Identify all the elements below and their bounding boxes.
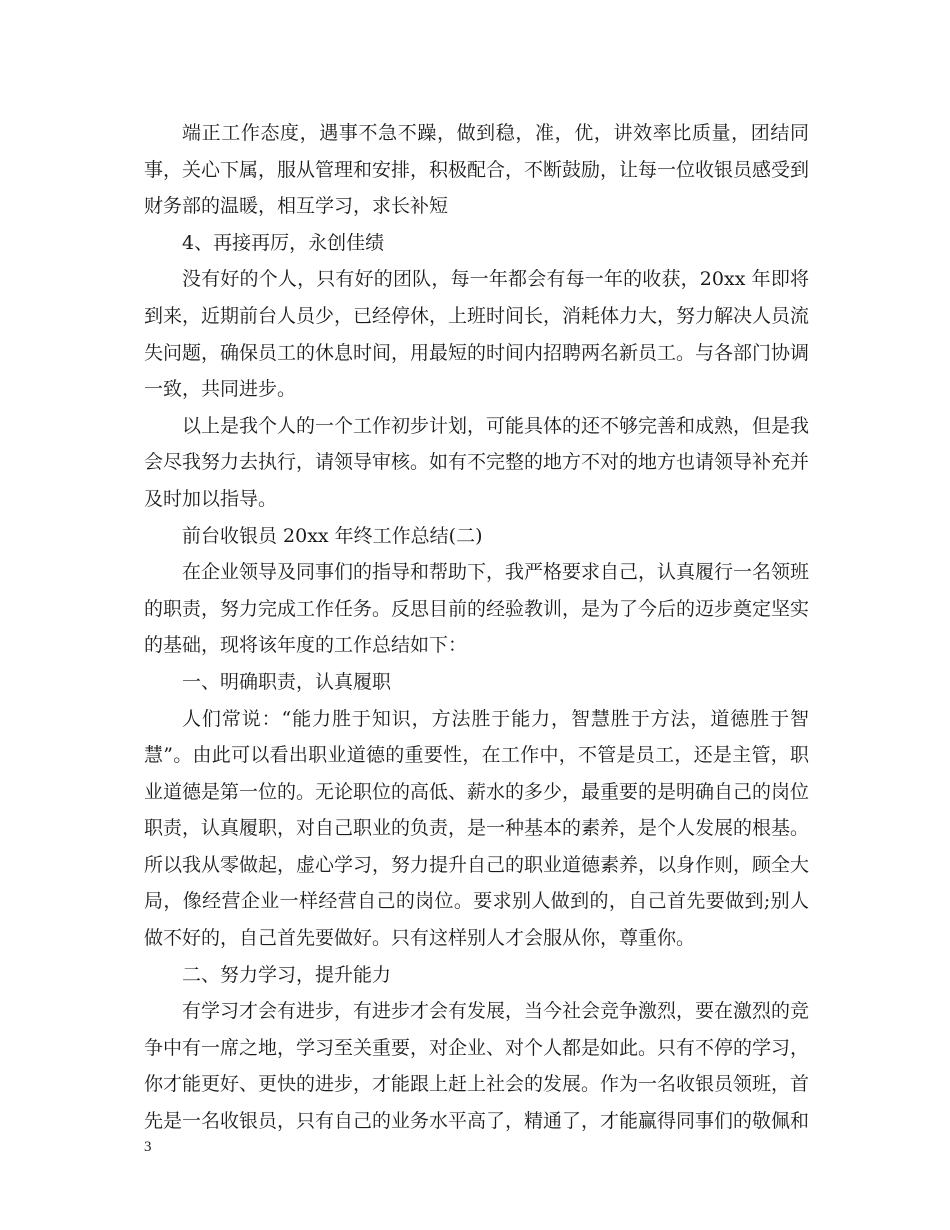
section-title-summary-2: 前台收银员 20xx 年终工作总结(二) bbox=[182, 524, 483, 547]
paragraph-plan-summary: 以上是我个人的一个工作初步计划，可能具体的还不够完善和成熟，但是我会尽我努力去执行，请领导审核。如有不完整的地方不对的地方也请领导补充并及时加以指导。 bbox=[144, 414, 810, 510]
paragraph-learning: 有学习才会有进步，有进步才会有发展，当今社会竞争激烈，要在激烈的竞争中有一席之地，学习至关重要，对企业、对个人都是如此。只有不停的学习，你才能更好、更快的进步，才能跟上赶上社会的发展。作为一名收银员领班，首先是一名收银员，只有自己的业务水平高了，精通了，才能赢得同事们的敬佩和 bbox=[144, 1000, 810, 1133]
paragraph-intro: 在企业领导及同事们的指导和帮助下，我严格要求自己，认真履行一名领班的职责，努力完成工作任务。反思目前的经验教训，是为了今后的迈步奠定坚实的基础，现将该年度的工作总结如下： bbox=[144, 561, 810, 657]
paragraph-team: 没有好的个人，只有好的团队，每一年都会有每一年的收获，20xx 年即将到来，近期前台人员少，已经停休，上班时间长，消耗体力大，努力解决人员流失问题，确保员工的休息时间，用最短的时间内招聘两名新员工。与各部门协调一致，共同进步。 bbox=[144, 268, 810, 401]
heading-duties: 一、明确职责，认真履职 bbox=[182, 670, 392, 693]
heading-learning: 二、努力学习，提升能力 bbox=[182, 963, 392, 986]
heading-point-4: 4、再接再厉，永创佳绩 bbox=[182, 231, 385, 254]
document-body bbox=[144, 115, 809, 1140]
paragraph-attitude: 端正工作态度，遇事不急不躁，做到稳，准，优，讲效率比质量，团结同事，关心下属，服从管理和安排，积极配合，不断鼓励，让每一位收银员感受到财务部的温暖，相互学习，求长补短 bbox=[144, 122, 810, 218]
page-number: 3 bbox=[144, 1139, 152, 1155]
paragraph-ethics: 人们常说：“能力胜于知识，方法胜于能力，智慧胜于方法，道德胜于智慧”。由此可以看出职业道德的重要性，在工作中，不管是员工，还是主管，职业道德是第一位的。无论职位的高低、薪水的多少，最重要的是明确自己的岗位职责，认真履职，对自己职业的负责，是一种基本的素养，是个人发展的根基。所以我从零做起，虚心学习，努力提升自己的职业道德素养，以身作则，顾全大局，像经营企业一样经营自己的岗位。要求别人做到的，自己首先要做到;别人做不好的，自己首先要做好。只有这样别人才会服从你，尊重你。 bbox=[144, 707, 810, 950]
